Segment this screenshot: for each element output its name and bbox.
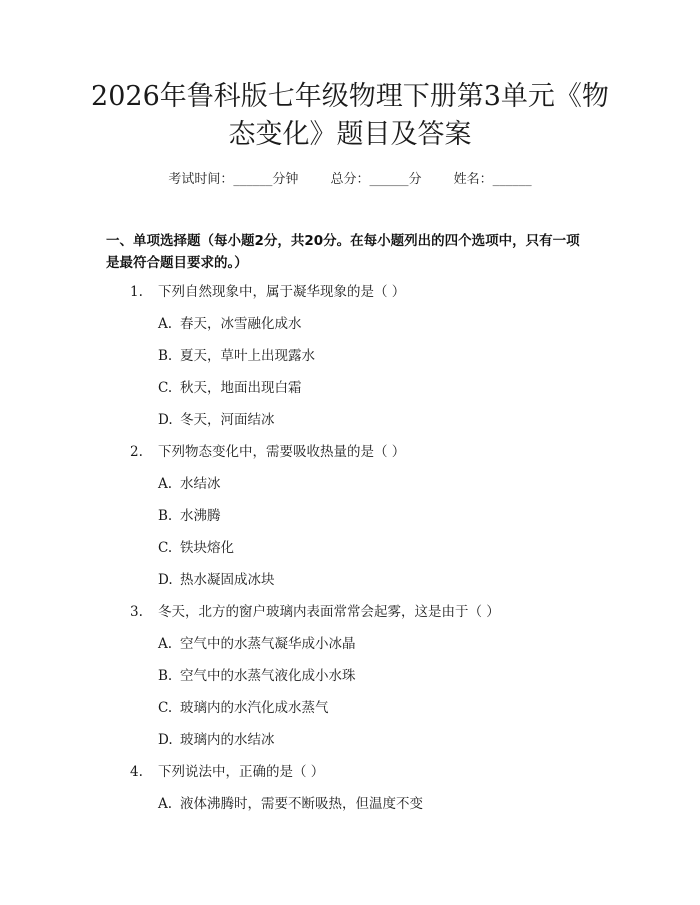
question-1-option-c bbox=[158, 379, 302, 397]
total-score-field: 总分：______分 bbox=[330, 172, 422, 187]
question-4-option-a bbox=[158, 795, 423, 813]
title-line-1: 2026年鲁科版七年级物理下册第3单元《物 bbox=[91, 81, 609, 112]
question-number: 4. bbox=[130, 764, 143, 780]
title-line-2: 态变化》题目及答案 bbox=[228, 119, 472, 150]
question-3 bbox=[130, 603, 500, 621]
question-1-option-a bbox=[158, 315, 302, 333]
option-letter: D. bbox=[158, 732, 173, 748]
question-3-option-b bbox=[158, 667, 356, 685]
question-1 bbox=[130, 283, 405, 301]
option-text: 冬天，河面结冰 bbox=[180, 412, 275, 428]
section-heading-line-2: 是最符合题目要求的。） bbox=[106, 255, 248, 271]
option-letter: C. bbox=[158, 540, 173, 556]
question-3-option-c bbox=[158, 699, 329, 717]
student-name-field: 姓名：______ bbox=[453, 172, 532, 187]
option-letter: A. bbox=[158, 636, 173, 652]
option-text: 空气中的水蒸气液化成小水珠 bbox=[180, 668, 356, 684]
option-text: 春天，冰雪融化成水 bbox=[180, 316, 302, 332]
option-letter: A. bbox=[158, 476, 173, 492]
exam-meta bbox=[0, 168, 700, 187]
option-letter: C. bbox=[158, 700, 173, 716]
question-number: 1. bbox=[130, 284, 143, 300]
question-3-option-a bbox=[158, 635, 356, 653]
option-letter: B. bbox=[158, 668, 173, 684]
option-text: 玻璃内的水结冰 bbox=[180, 732, 275, 748]
option-letter: D. bbox=[158, 412, 173, 428]
question-2 bbox=[130, 443, 405, 461]
question-2-option-a bbox=[158, 475, 221, 493]
question-4 bbox=[130, 763, 324, 781]
option-text: 铁块熔化 bbox=[180, 540, 234, 556]
question-number: 2. bbox=[130, 444, 143, 460]
option-text: 秋天，地面出现白霜 bbox=[180, 380, 302, 396]
option-letter: A. bbox=[158, 796, 173, 812]
section-heading bbox=[106, 230, 606, 274]
exam-time-field: 考试时间：______分钟 bbox=[168, 172, 299, 187]
page-title bbox=[60, 78, 640, 154]
option-letter: D. bbox=[158, 572, 173, 588]
option-text: 空气中的水蒸气凝华成小冰晶 bbox=[180, 636, 356, 652]
option-text: 水沸腾 bbox=[180, 508, 221, 524]
question-2-option-c bbox=[158, 539, 234, 557]
question-1-option-d bbox=[158, 411, 275, 429]
option-text: 玻璃内的水汽化成水蒸气 bbox=[180, 700, 329, 716]
option-text: 水结冰 bbox=[180, 476, 221, 492]
section-heading-line-1: 一、单项选择题（每小题2分，共20分。在每小题列出的四个选项中，只有一项 bbox=[106, 233, 580, 249]
option-text: 热水凝固成冰块 bbox=[180, 572, 275, 588]
option-text: 夏天，草叶上出现露水 bbox=[180, 348, 315, 364]
option-letter: C. bbox=[158, 380, 173, 396]
question-text: 下列自然现象中，属于凝华现象的是（ ） bbox=[158, 284, 406, 300]
question-1-option-b bbox=[158, 347, 315, 365]
option-text: 液体沸腾时，需要不断吸热，但温度不变 bbox=[180, 796, 423, 812]
option-letter: B. bbox=[158, 508, 173, 524]
question-text: 下列说法中，正确的是（ ） bbox=[158, 764, 325, 780]
question-number: 3. bbox=[130, 604, 143, 620]
option-letter: A. bbox=[158, 316, 173, 332]
question-2-option-d bbox=[158, 571, 275, 589]
question-3-option-d bbox=[158, 731, 275, 749]
option-letter: B. bbox=[158, 348, 173, 364]
question-text: 冬天，北方的窗户玻璃内表面常常会起雾，这是由于（ ） bbox=[158, 604, 500, 620]
question-2-option-b bbox=[158, 507, 221, 525]
question-text: 下列物态变化中，需要吸收热量的是（ ） bbox=[158, 444, 406, 460]
